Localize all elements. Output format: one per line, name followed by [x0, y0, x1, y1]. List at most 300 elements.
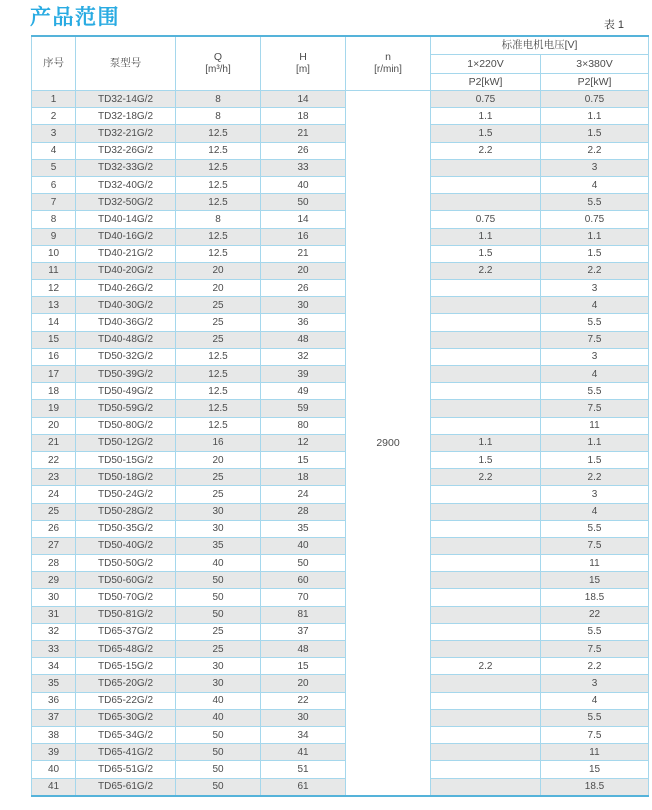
cell-p380: 1.1: [541, 108, 649, 125]
cell-p380: 7.5: [541, 537, 649, 554]
cell-p380: 1.1: [541, 434, 649, 451]
cell-model: TD50-28G/2: [76, 503, 176, 520]
table-row: [32, 486, 649, 503]
table-row: [32, 726, 649, 743]
cell-q: 35: [176, 537, 261, 554]
table-row: [32, 194, 649, 211]
cell-no: 36: [32, 692, 76, 709]
cell-q: 25: [176, 314, 261, 331]
product-range-table: [31, 35, 649, 797]
cell-p220: 1.1: [431, 228, 541, 245]
cell-p220: 2.2: [431, 658, 541, 675]
cell-h: 20: [261, 675, 346, 692]
cell-q: 50: [176, 726, 261, 743]
cell-q: 50: [176, 572, 261, 589]
cell-model: TD65-34G/2: [76, 726, 176, 743]
cell-model: TD40-36G/2: [76, 314, 176, 331]
cell-q: 25: [176, 469, 261, 486]
cell-h: 50: [261, 194, 346, 211]
cell-h: 59: [261, 400, 346, 417]
cell-p380: 3: [541, 675, 649, 692]
cell-p220: [431, 726, 541, 743]
cell-model: TD32-40G/2: [76, 176, 176, 193]
table-row: [32, 159, 649, 176]
cell-no: 7: [32, 194, 76, 211]
cell-p220: [431, 503, 541, 520]
cell-model: TD65-30G/2: [76, 709, 176, 726]
cell-no: 3: [32, 125, 76, 142]
header-h-symbol: H: [299, 51, 307, 64]
cell-q: 50: [176, 761, 261, 778]
cell-q: 50: [176, 589, 261, 606]
table-row: [32, 744, 649, 761]
table-row: [32, 692, 649, 709]
cell-q: 30: [176, 503, 261, 520]
table-row: [32, 589, 649, 606]
cell-p380: 11: [541, 555, 649, 572]
cell-no: 31: [32, 606, 76, 623]
cell-h: 15: [261, 658, 346, 675]
header-p2-220: P2[kW]: [431, 74, 541, 91]
cell-p220: [431, 194, 541, 211]
cell-h: 21: [261, 245, 346, 262]
cell-no: 12: [32, 280, 76, 297]
cell-p220: [431, 400, 541, 417]
header-q-symbol: Q: [213, 51, 223, 64]
cell-q: 12.5: [176, 400, 261, 417]
cell-model: TD40-48G/2: [76, 331, 176, 348]
cell-p220: [431, 280, 541, 297]
table-header: [32, 36, 649, 91]
cell-q: 12.5: [176, 194, 261, 211]
cell-q: 8: [176, 211, 261, 228]
cell-h: 24: [261, 486, 346, 503]
header-voltage-group: 标准电机电压[V]: [431, 36, 649, 55]
table-row: [32, 348, 649, 365]
cell-p220: [431, 709, 541, 726]
cell-model: TD40-30G/2: [76, 297, 176, 314]
cell-p380: 18.5: [541, 589, 649, 606]
cell-p220: 1.1: [431, 108, 541, 125]
cell-p380: 1.1: [541, 228, 649, 245]
cell-h: 70: [261, 589, 346, 606]
cell-h: 60: [261, 572, 346, 589]
cell-p220: [431, 692, 541, 709]
cell-q: 12.5: [176, 176, 261, 193]
cell-model: TD65-20G/2: [76, 675, 176, 692]
cell-no: 1: [32, 91, 76, 108]
cell-p380: 4: [541, 297, 649, 314]
cell-no: 6: [32, 176, 76, 193]
cell-no: 26: [32, 520, 76, 537]
cell-p380: 2.2: [541, 469, 649, 486]
cell-p220: [431, 623, 541, 640]
table-row: [32, 778, 649, 796]
cell-model: TD65-51G/2: [76, 761, 176, 778]
cell-no: 19: [32, 400, 76, 417]
cell-p380: 18.5: [541, 778, 649, 796]
cell-p380: 7.5: [541, 331, 649, 348]
table-row: [32, 314, 649, 331]
cell-model: TD50-60G/2: [76, 572, 176, 589]
table-row: [32, 108, 649, 125]
cell-p380: 5.5: [541, 194, 649, 211]
cell-p380: 4: [541, 176, 649, 193]
cell-p220: [431, 606, 541, 623]
table-row: [32, 709, 649, 726]
header-q: [176, 36, 261, 91]
cell-p220: 2.2: [431, 262, 541, 279]
cell-p380: 0.75: [541, 91, 649, 108]
cell-model: TD50-24G/2: [76, 486, 176, 503]
table-row: [32, 125, 649, 142]
cell-h: 50: [261, 555, 346, 572]
table-row: [32, 400, 649, 417]
cell-model: TD32-33G/2: [76, 159, 176, 176]
cell-q: 12.5: [176, 366, 261, 383]
cell-no: 20: [32, 417, 76, 434]
page-title: 产品范围: [30, 6, 120, 29]
cell-p380: 3: [541, 486, 649, 503]
cell-h: 51: [261, 761, 346, 778]
cell-h: 30: [261, 709, 346, 726]
cell-model: TD65-22G/2: [76, 692, 176, 709]
cell-p220: [431, 331, 541, 348]
cell-p380: 0.75: [541, 211, 649, 228]
cell-p380: 5.5: [541, 314, 649, 331]
cell-q: 40: [176, 709, 261, 726]
cell-model: TD50-15G/2: [76, 451, 176, 468]
table-row: [32, 228, 649, 245]
cell-q: 50: [176, 778, 261, 796]
table-row: [32, 641, 649, 658]
table-row: [32, 658, 649, 675]
cell-model: TD50-80G/2: [76, 417, 176, 434]
cell-model: TD65-37G/2: [76, 623, 176, 640]
cell-h: 18: [261, 108, 346, 125]
cell-q: 12.5: [176, 383, 261, 400]
cell-p220: 1.5: [431, 245, 541, 262]
cell-q: 30: [176, 520, 261, 537]
cell-p220: [431, 348, 541, 365]
cell-p380: 4: [541, 692, 649, 709]
cell-q: 40: [176, 555, 261, 572]
cell-h: 15: [261, 451, 346, 468]
table-row: [32, 555, 649, 572]
cell-p220: 1.1: [431, 434, 541, 451]
cell-q: 12.5: [176, 245, 261, 262]
cell-p380: 5.5: [541, 623, 649, 640]
cell-p380: 1.5: [541, 245, 649, 262]
cell-h: 35: [261, 520, 346, 537]
cell-p220: [431, 744, 541, 761]
cell-h: 41: [261, 744, 346, 761]
cell-no: 33: [32, 641, 76, 658]
table-row: [32, 469, 649, 486]
cell-q: 12.5: [176, 417, 261, 434]
cell-model: TD50-59G/2: [76, 400, 176, 417]
cell-h: 81: [261, 606, 346, 623]
cell-p220: [431, 176, 541, 193]
table-row: [32, 383, 649, 400]
cell-no: 37: [32, 709, 76, 726]
cell-q: 12.5: [176, 125, 261, 142]
cell-h: 33: [261, 159, 346, 176]
cell-model: TD32-18G/2: [76, 108, 176, 125]
table-row: [32, 176, 649, 193]
cell-p220: 2.2: [431, 469, 541, 486]
cell-model: TD65-61G/2: [76, 778, 176, 796]
cell-h: 39: [261, 366, 346, 383]
cell-model: TD65-41G/2: [76, 744, 176, 761]
table-row: [32, 503, 649, 520]
header-p2-380: P2[kW]: [541, 74, 649, 91]
cell-model: TD40-20G/2: [76, 262, 176, 279]
cell-p380: 7.5: [541, 400, 649, 417]
header-n: [346, 36, 431, 91]
cell-no: 16: [32, 348, 76, 365]
cell-model: TD40-16G/2: [76, 228, 176, 245]
cell-p220: [431, 520, 541, 537]
table-row: [32, 451, 649, 468]
cell-p380: 7.5: [541, 641, 649, 658]
header-n-symbol: n: [385, 51, 391, 64]
cell-model: TD32-26G/2: [76, 142, 176, 159]
cell-p220: 0.75: [431, 211, 541, 228]
table-row: [32, 761, 649, 778]
cell-q: 16: [176, 434, 261, 451]
cell-p380: 11: [541, 417, 649, 434]
table-number-label: 表 1: [603, 19, 624, 31]
cell-no: 15: [32, 331, 76, 348]
cell-p220: [431, 159, 541, 176]
table-row: [32, 297, 649, 314]
cell-model: TD50-50G/2: [76, 555, 176, 572]
cell-q: 20: [176, 262, 261, 279]
cell-h: 30: [261, 297, 346, 314]
cell-no: 11: [32, 262, 76, 279]
cell-p380: 4: [541, 366, 649, 383]
cell-h: 20: [261, 262, 346, 279]
cell-no: 10: [32, 245, 76, 262]
header-v380: 3×380V: [541, 55, 649, 74]
table-row: [32, 417, 649, 434]
table-row: [32, 245, 649, 262]
cell-no: 4: [32, 142, 76, 159]
cell-h: 18: [261, 469, 346, 486]
cell-p380: 22: [541, 606, 649, 623]
cell-no: 18: [32, 383, 76, 400]
cell-model: TD65-15G/2: [76, 658, 176, 675]
cell-q: 25: [176, 486, 261, 503]
cell-p380: 4: [541, 503, 649, 520]
cell-p220: 1.5: [431, 125, 541, 142]
cell-no: 27: [32, 537, 76, 554]
cell-h: 14: [261, 211, 346, 228]
header-v220: 1×220V: [431, 55, 541, 74]
cell-p380: 3: [541, 280, 649, 297]
table-row: [32, 366, 649, 383]
cell-h: 21: [261, 125, 346, 142]
table-row: [32, 142, 649, 159]
cell-h: 40: [261, 537, 346, 554]
cell-p220: [431, 761, 541, 778]
cell-h: 48: [261, 641, 346, 658]
cell-h: 26: [261, 142, 346, 159]
cell-h: 34: [261, 726, 346, 743]
cell-p220: [431, 572, 541, 589]
cell-model: TD50-49G/2: [76, 383, 176, 400]
cell-no: 8: [32, 211, 76, 228]
table-row: [32, 623, 649, 640]
cell-p380: 5.5: [541, 709, 649, 726]
cell-no: 24: [32, 486, 76, 503]
cell-h: 22: [261, 692, 346, 709]
table-row: [32, 262, 649, 279]
cell-q: 20: [176, 451, 261, 468]
cell-no: 29: [32, 572, 76, 589]
cell-p380: 7.5: [541, 726, 649, 743]
cell-p220: [431, 417, 541, 434]
cell-h: 16: [261, 228, 346, 245]
cell-p220: [431, 297, 541, 314]
cell-p220: [431, 366, 541, 383]
cell-q: 25: [176, 623, 261, 640]
cell-no: 39: [32, 744, 76, 761]
table-row: [32, 91, 649, 108]
header-q-unit: [m³/h]: [205, 63, 231, 75]
header-h: [261, 36, 346, 91]
cell-p220: [431, 675, 541, 692]
cell-n-speed: 2900: [346, 91, 431, 796]
cell-q: 8: [176, 91, 261, 108]
cell-q: 50: [176, 744, 261, 761]
table-row: [32, 572, 649, 589]
cell-p380: 1.5: [541, 451, 649, 468]
cell-model: TD65-48G/2: [76, 641, 176, 658]
cell-model: TD40-14G/2: [76, 211, 176, 228]
cell-q: 8: [176, 108, 261, 125]
cell-no: 21: [32, 434, 76, 451]
cell-model: TD50-35G/2: [76, 520, 176, 537]
cell-no: 9: [32, 228, 76, 245]
table-row: [32, 434, 649, 451]
cell-p220: [431, 555, 541, 572]
cell-model: TD50-39G/2: [76, 366, 176, 383]
cell-h: 61: [261, 778, 346, 796]
cell-p380: 1.5: [541, 125, 649, 142]
cell-no: 30: [32, 589, 76, 606]
cell-q: 12.5: [176, 142, 261, 159]
cell-no: 22: [32, 451, 76, 468]
cell-model: TD40-26G/2: [76, 280, 176, 297]
header-n-unit: [r/min]: [374, 63, 402, 75]
cell-q: 40: [176, 692, 261, 709]
cell-no: 25: [32, 503, 76, 520]
cell-p380: 15: [541, 572, 649, 589]
table-row: [32, 537, 649, 554]
cell-model: TD32-21G/2: [76, 125, 176, 142]
cell-h: 12: [261, 434, 346, 451]
cell-model: TD50-40G/2: [76, 537, 176, 554]
cell-model: TD50-70G/2: [76, 589, 176, 606]
cell-model: TD32-14G/2: [76, 91, 176, 108]
header-no: 序号: [32, 36, 76, 91]
cell-p380: 3: [541, 348, 649, 365]
cell-p380: 2.2: [541, 262, 649, 279]
cell-q: 30: [176, 675, 261, 692]
cell-h: 49: [261, 383, 346, 400]
cell-h: 36: [261, 314, 346, 331]
cell-p220: [431, 641, 541, 658]
cell-no: 5: [32, 159, 76, 176]
cell-h: 80: [261, 417, 346, 434]
cell-no: 13: [32, 297, 76, 314]
cell-q: 20: [176, 280, 261, 297]
cell-p380: 2.2: [541, 142, 649, 159]
cell-q: 30: [176, 658, 261, 675]
cell-h: 26: [261, 280, 346, 297]
table-row: [32, 280, 649, 297]
cell-h: 14: [261, 91, 346, 108]
cell-p220: [431, 383, 541, 400]
cell-model: TD32-50G/2: [76, 194, 176, 211]
cell-q: 12.5: [176, 348, 261, 365]
cell-model: TD50-18G/2: [76, 469, 176, 486]
cell-p220: 2.2: [431, 142, 541, 159]
cell-p380: 15: [541, 761, 649, 778]
table-row: [32, 606, 649, 623]
cell-model: TD50-81G/2: [76, 606, 176, 623]
cell-p220: [431, 537, 541, 554]
cell-p220: 1.5: [431, 451, 541, 468]
cell-q: 12.5: [176, 228, 261, 245]
cell-no: 28: [32, 555, 76, 572]
cell-no: 17: [32, 366, 76, 383]
cell-q: 50: [176, 606, 261, 623]
cell-model: TD40-21G/2: [76, 245, 176, 262]
cell-no: 35: [32, 675, 76, 692]
cell-p380: 5.5: [541, 520, 649, 537]
cell-p220: [431, 778, 541, 796]
cell-no: 23: [32, 469, 76, 486]
cell-h: 40: [261, 176, 346, 193]
table-body: [32, 91, 649, 796]
cell-p380: 3: [541, 159, 649, 176]
cell-no: 34: [32, 658, 76, 675]
cell-no: 41: [32, 778, 76, 796]
cell-q: 25: [176, 641, 261, 658]
cell-h: 32: [261, 348, 346, 365]
table-row: [32, 675, 649, 692]
cell-no: 14: [32, 314, 76, 331]
table-row: [32, 211, 649, 228]
cell-no: 32: [32, 623, 76, 640]
cell-p220: 0.75: [431, 91, 541, 108]
cell-p220: [431, 486, 541, 503]
cell-model: TD50-12G/2: [76, 434, 176, 451]
header-h-unit: [m]: [296, 63, 310, 75]
cell-h: 48: [261, 331, 346, 348]
cell-p380: 5.5: [541, 383, 649, 400]
cell-h: 28: [261, 503, 346, 520]
cell-q: 25: [176, 331, 261, 348]
cell-p220: [431, 314, 541, 331]
cell-model: TD50-32G/2: [76, 348, 176, 365]
cell-no: 40: [32, 761, 76, 778]
cell-p380: 11: [541, 744, 649, 761]
cell-no: 2: [32, 108, 76, 125]
